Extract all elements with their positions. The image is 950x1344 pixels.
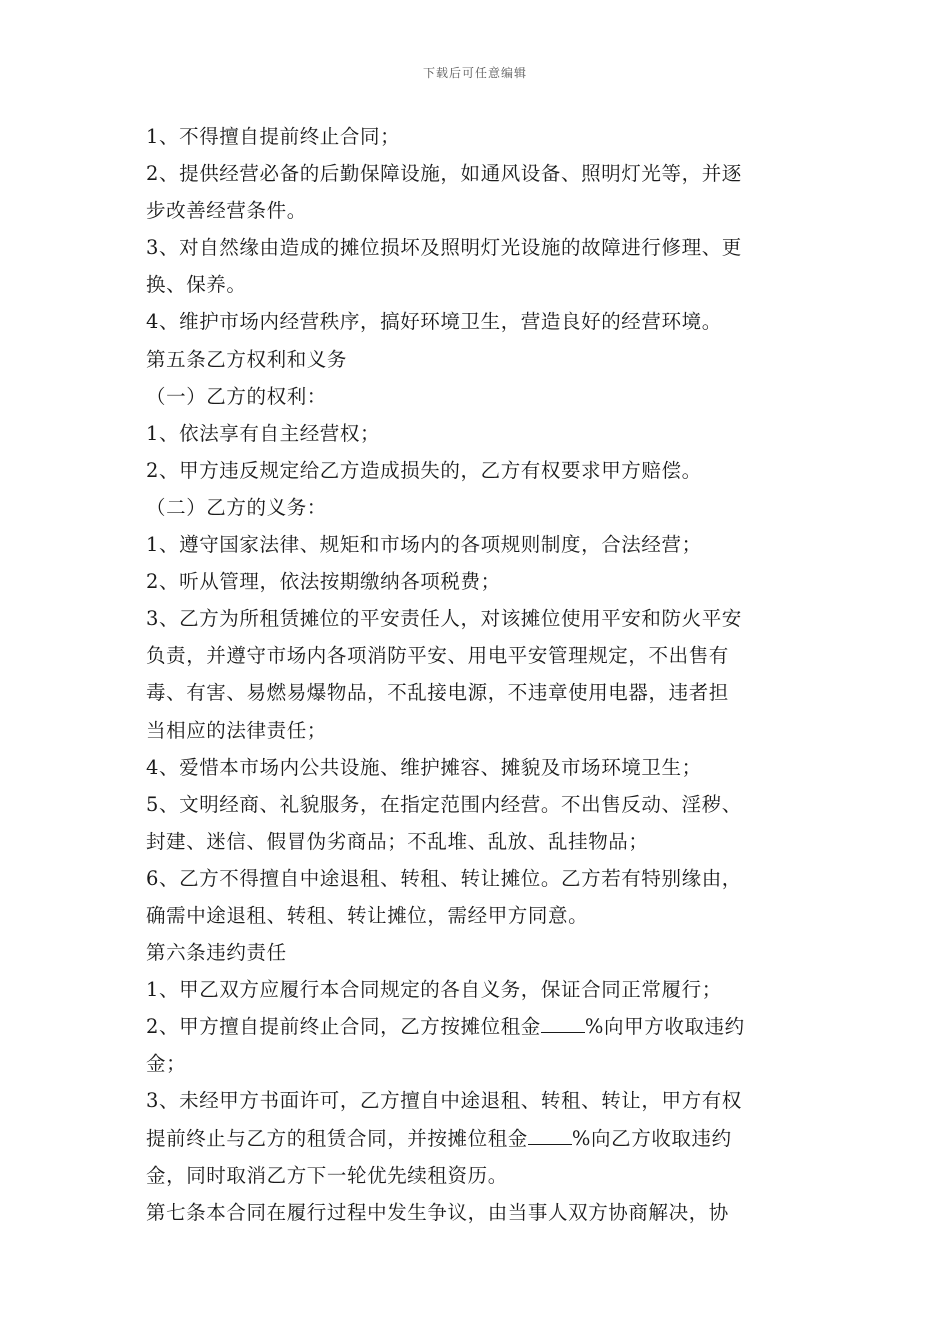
clause-line: 1、不得擅自提前终止合同； [146,125,401,148]
article-heading-5: 第五条乙方权利和义务 [146,347,348,371]
clause-line: 2、提供经营必备的后勤保障设施，如通风设备、照明灯光等，并逐 [146,162,742,186]
clause-line: 4、维护市场内经营秩序，搞好环境卫生，营造良好的经营环境。 [146,310,722,334]
clause-line: 2、听从管理，依法按期缴纳各项税费； [146,570,501,594]
clause-text: %向甲方收取违约 [584,1015,745,1039]
section-heading-rights: （一）乙方的权利： [146,384,327,408]
clause-line: 3、乙方为所租赁摊位的平安责任人，对该摊位使用平安和防火平安 [146,607,742,631]
clause-text: %向乙方收取违约 [571,1126,732,1150]
clause-line: 步改善经营条件。 [146,199,307,223]
clause-line: 3、未经甲方书面许可，乙方擅自中途退租、转租、转让，甲方有权 [146,1089,742,1113]
clause-line-with-blank [146,1120,810,1157]
section-heading-obligations: （二）乙方的义务： [146,495,327,519]
clause-line: 封建、迷信、假冒伪劣商品；不乱堆、乱放、乱挂物品； [146,829,649,853]
clause-line: 1、依法享有自主经营权； [146,421,381,445]
clause-line-with-blank [146,1008,810,1045]
clause-line: 当相应的法律责任； [146,718,327,742]
clause-line: 毒、有害、易燃易爆物品，不乱接电源，不违章使用电器，违者担 [146,681,729,705]
clause-line: 4、爱惜本市场内公共设施、维护摊容、摊貌及市场环境卫生； [146,755,702,779]
clause-line: 负责，并遵守市场内各项消防平安、用电平安管理规定，不出售有 [146,644,729,668]
clause-line: 1、甲乙双方应履行本合同规定的各自义务，保证合同正常履行； [146,978,722,1002]
clause-line: 确需中途退租、转租、转让摊位，需经甲方同意。 [146,903,589,927]
clause-text: 2、甲方擅自提前终止合同，乙方按摊位租金 [146,1015,541,1039]
clause-line: 3、对自然缘由造成的摊位损坏及照明灯光设施的故障进行修理、更 [146,236,742,260]
clause-line: 金； [146,1052,187,1076]
clause-line: 1、遵守国家法律、规矩和市场内的各项规则制度，合法经营； [146,533,702,557]
clause-line: 换、保养。 [146,273,247,297]
clause-line: 5、文明经商、礼貌服务，在指定范围内经营。不出售反动、淫秽、 [146,792,742,816]
clause-line: 2、甲方违反规定给乙方造成损失的，乙方有权要求甲方赔偿。 [146,458,702,482]
article-heading-6: 第六条违约责任 [146,941,287,965]
page-header-note: 下载后可任意编辑 [422,66,527,80]
clause-line: 金，同时取消乙方下一轮优先续租资历。 [146,1163,508,1187]
fill-in-blank [541,1014,585,1033]
article-heading-7: 第七条本合同在履行过程中发生争议，由当事人双方协商解决，协 [146,1200,729,1224]
fill-in-blank [528,1126,572,1145]
clause-text: 提前终止与乙方的租赁合同，并按摊位租金 [146,1126,528,1150]
document-body [146,118,810,1231]
clause-line: 6、乙方不得擅自中途退租、转租、转让摊位。乙方若有特别缘由， [146,866,742,890]
